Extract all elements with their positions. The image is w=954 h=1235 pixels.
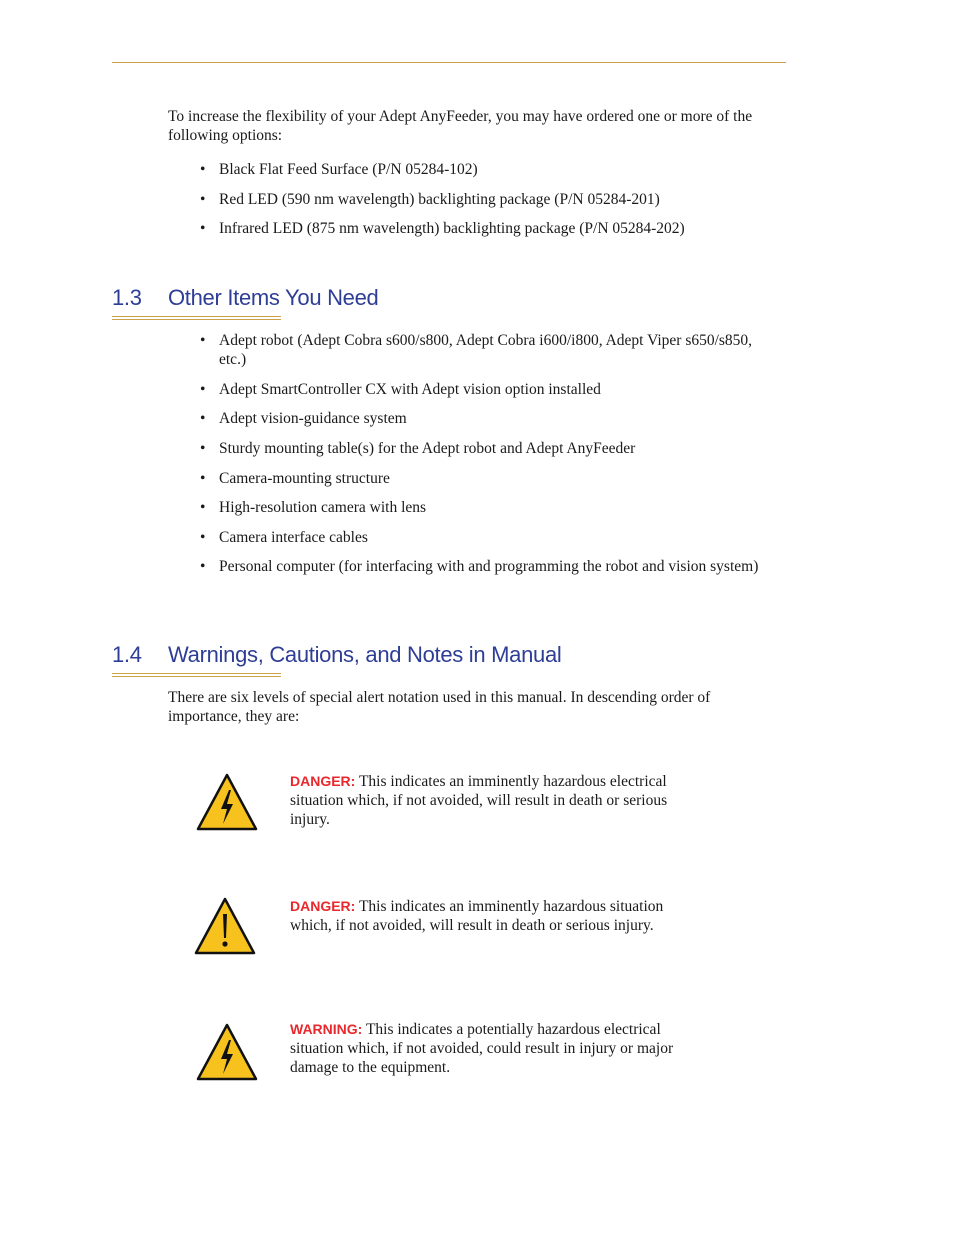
electrical-hazard-icon — [196, 1023, 258, 1081]
section-number: 1.3 — [112, 285, 142, 310]
section-underline — [112, 673, 281, 677]
list-item: • Infrared LED (875 nm wavelength) backlighting package (P/N 05284-202) — [200, 219, 775, 238]
alert-label: DANGER: — [290, 898, 356, 914]
exclamation-hazard-icon — [194, 897, 256, 955]
electrical-hazard-icon — [196, 773, 258, 831]
options-list — [200, 160, 775, 238]
alert-warning-electrical — [290, 1020, 685, 1077]
section-title: Other Items You Need — [168, 285, 379, 310]
section-heading-1-4 — [112, 642, 561, 668]
alert-description: This indicates an imminently hazardous electrical situation which, if not avoided, will result in death or serious injury. — [290, 773, 668, 828]
alert-danger-general — [290, 897, 685, 935]
list-item: • Personal computer (for interfacing with and programming the robot and vision system) — [200, 557, 775, 576]
list-item: • Black Flat Feed Surface (P/N 05284-102) — [200, 160, 775, 179]
section-underline — [112, 316, 281, 320]
list-item: • Sturdy mounting table(s) for the Adept robot and Adept AnyFeeder — [200, 439, 775, 458]
list-item: • Camera interface cables — [200, 528, 775, 547]
alert-description: This indicates a potentially hazardous electrical situation which, if not avoided, could result in injury or major damage to the equipment. — [290, 1021, 674, 1076]
list-item: • Adept vision-guidance system — [200, 409, 775, 428]
section-title: Warnings, Cautions, and Notes in Manual — [168, 642, 562, 667]
other-items-list — [200, 331, 775, 576]
list-item: • Adept robot (Adept Cobra s600/s800, Adept Cobra i600/i800, Adept Viper s650/s850, etc.) — [200, 331, 775, 369]
alert-description: This indicates an imminently hazardous situation which, if not avoided, will result in death or serious injury. — [290, 898, 664, 934]
list-item: • Camera-mounting structure — [200, 469, 775, 488]
intro-paragraph: To increase the flexibility of your Adept AnyFeeder, you may have ordered one or more of the following options: — [168, 108, 753, 144]
list-item: • Adept SmartController CX with Adept vision option installed — [200, 380, 775, 399]
header-rule — [112, 62, 786, 63]
list-item: • High-resolution camera with lens — [200, 498, 775, 517]
section-heading-1-3 — [112, 285, 378, 311]
alert-label: DANGER: — [290, 773, 356, 789]
alert-label: WARNING: — [290, 1021, 363, 1037]
alert-levels-paragraph: There are six levels of special alert notation used in this manual. In descending order of importance, they are: — [168, 689, 711, 725]
alert-danger-electrical — [290, 772, 685, 829]
section-number: 1.4 — [112, 642, 142, 667]
list-item: • Red LED (590 nm wavelength) backlighting package (P/N 05284-201) — [200, 190, 775, 209]
